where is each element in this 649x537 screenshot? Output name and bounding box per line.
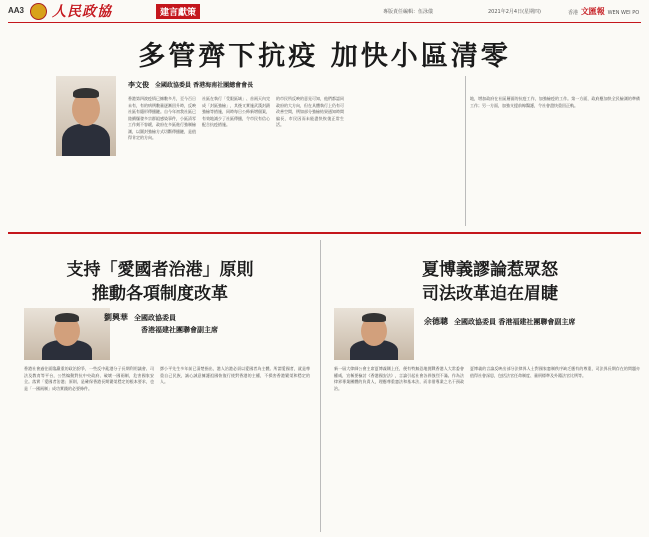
cppcc-emblem-icon (30, 3, 47, 20)
lead-column-1: 香港第四波疫情已擁數多月，至今百日未有，有的病例數量逐漸回升時，反映社區有隱形傳播鏈。自今年初我社區已陸續爆發多宗群組感染事件，小區清零工作刻不容緩，政府在多區進行強制檢測，以圍封強檢方式切斷傳播鏈，是值得肯定的方向。 (128, 96, 196, 140)
right-column-1: 新一屆大律師公會主席夏博義剛上任，便有特無恐地挑戰香港人大常委會權威，宣稱要檢討《香港國安法》，言論引起社會各界強烈不滿。作為法律界專業團體的負責人，理應尊重憲法和基本法，而非借專業之名干預政治。 (334, 366, 464, 391)
column-tag: 建言獻策 (156, 4, 200, 19)
left-author-role-1: 全國政協委員 (134, 314, 176, 322)
newspaper-brand (568, 6, 639, 17)
left-column-2: 鄧小平先生多年前已清楚指出，港人治港必須以愛國者為主體。所謂愛國者，就是尊重自己民族，誠心誠意擁護祖國恢復行使對香港的主權，不損害香港繁榮和穩定的人。 (160, 366, 310, 384)
page-code: AA3 (8, 6, 25, 15)
left-author-role-2: 香港福建社團聯會副主席 (141, 326, 218, 334)
right-author-photo (334, 308, 414, 360)
right-author-name: 余德聰 (424, 317, 448, 326)
right-author-role: 全國政協委員 香港福建社團聯會副主席 (454, 318, 576, 326)
issue-date: 2021年2月4日(星期四) (488, 9, 541, 15)
right-article-title (360, 258, 620, 306)
right-column-2: 夏博義的言論反映出部分法律界人士對國家憲制秩序缺乏應有的尊重，司法界長期存在的問題亦值得社會深思，包括法官任命制度、量刑標準及外籍法官比例等。 (470, 366, 640, 378)
lead-byline (128, 80, 253, 90)
lead-column-4: 地，增加政府在社區層面的抗疫工作，加強檢疫的工作。第一方面，政府應加快全民檢測的準備工作；另一方面，加強支援前線醫護，令社會盡快重回正軌。 (470, 96, 640, 108)
brand-en: WEN WEI PO (607, 10, 640, 16)
left-author-name: 劉興華 (104, 313, 128, 322)
right-title-line-1: 夏博義謬論惹眾怒 (422, 260, 558, 280)
lead-author-name: 李文俊 (128, 81, 149, 89)
right-byline (424, 316, 575, 327)
left-author-photo (24, 308, 110, 360)
left-title-line-2: 推動各項制度改革 (92, 284, 228, 304)
lead-author-photo (56, 76, 116, 156)
column-divider (465, 76, 466, 226)
page-header (0, 0, 649, 24)
left-article-title (40, 258, 280, 306)
article-divider (320, 240, 321, 532)
right-title-line-2: 司法改革迫在眉睫 (422, 284, 558, 304)
left-column-1: 香港社會過往面臨嚴重的政治紛爭，一些反中亂港分子長期利用議會、司法及教育等平台，公然煽動對抗中央政府、破壞一國兩制，危害國家安全。落實「愛國者治港」原則，是確保香港長期繁榮穩定的根本要求，也是「一國兩制」成功實踐的必要條件。 (24, 366, 154, 391)
lead-headline: 多管齊下抗疫 加快小區清零 (138, 41, 511, 72)
header-rule (8, 22, 641, 23)
section-rule (8, 232, 641, 234)
section-logo: 人民政協 (52, 4, 112, 20)
lead-column-2: 社區在執行「受限區域」、首兩天內完成「封區強檢」，其後又實施武漢封鎖強檢等措施，同時每日公佈新增個案，有效地減少了社區傳播，令市民有信心配合抗疫措施。 (202, 96, 270, 127)
brand-name: 文匯報 (580, 7, 605, 16)
lead-author-role: 全國政協委員 香港海南社團總會會長 (155, 82, 254, 89)
left-byline (104, 312, 218, 335)
left-title-line-1: 支持「愛國者治港」原則 (66, 260, 254, 280)
brand-city: 香港 (568, 10, 579, 16)
editor-credit: 專版責任編輯：伍泳儀 (383, 9, 434, 15)
lead-column-3: 的市民所反映的意見可知，他們都認同政府的大方向，但在具體執行上仍有可改善空間，例如部分強檢結果通知時間偏長，市民因而未能盡快恢復正常生活。 (276, 96, 344, 127)
